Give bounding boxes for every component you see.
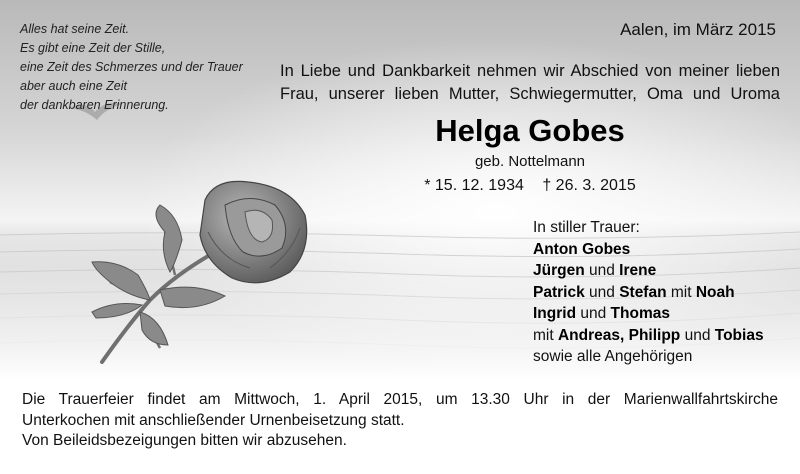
- poem-line: Es gibt eine Zeit der Stille,: [20, 41, 166, 55]
- mourners-heading: In stiller Trauer:: [533, 219, 640, 236]
- service-line-2: Unterkochen mit anschließender Urnenbeisetzung statt.: [22, 411, 405, 429]
- mourner-line: [533, 325, 793, 347]
- life-dates: [280, 177, 780, 195]
- service-line-3: Von Beileidsbezeigungen bitten wir abzusehen.: [22, 432, 347, 449]
- poem-line: der dankbaren Erinnerung.: [20, 98, 169, 112]
- mourners-list: [533, 217, 793, 368]
- deceased-name: Helga Gobes: [435, 113, 625, 148]
- connector: und: [680, 326, 715, 344]
- connector: mit: [533, 326, 558, 344]
- mourner-name: Jürgen: [533, 262, 585, 279]
- mourner-name: Noah: [695, 283, 735, 301]
- service-info: [22, 390, 778, 452]
- mourner-line: [533, 282, 793, 304]
- poem-line: eine Zeit des Schmerzes und der Trauer: [20, 60, 243, 74]
- poem: [20, 20, 250, 115]
- mourner-line: [533, 260, 793, 282]
- mourner-name: Stefan: [619, 283, 667, 301]
- poem-line: Alles hat seine Zeit.: [20, 22, 130, 36]
- place-date: Aalen, im März 2015: [620, 20, 776, 39]
- mourner-name: Anton Gobes: [533, 240, 631, 258]
- death-date: † 26. 3. 2015: [542, 177, 636, 194]
- mourner-name: Ingrid: [533, 305, 577, 322]
- connector: und: [584, 283, 620, 301]
- intro-text: [280, 60, 780, 106]
- birth-date: * 15. 12. 1934: [424, 177, 524, 194]
- connector: und: [576, 305, 611, 322]
- mourner-name: Patrick: [533, 283, 585, 301]
- mourner-line: [533, 303, 793, 325]
- mourner-name: Andreas, Philipp: [557, 326, 681, 344]
- connector: mit: [666, 283, 696, 301]
- intro-line-2: Frau, unserer lieben Mutter, Schwiegermutter, Oma und Uroma: [280, 85, 780, 103]
- connector: und: [584, 262, 620, 279]
- poem-line: aber auch eine Zeit: [20, 79, 128, 93]
- mourner-name: Thomas: [610, 305, 670, 322]
- mourner-line: sowie alle Angehörigen: [533, 348, 693, 365]
- mourner-line: [533, 239, 793, 261]
- maiden-name: geb. Nottelmann: [474, 153, 586, 170]
- intro-line-1: In Liebe und Dankbarkeit nehmen wir Abschied von meiner lieben: [280, 62, 780, 80]
- mourner-name: Tobias: [714, 326, 764, 344]
- mourner-name: Irene: [619, 262, 657, 279]
- service-line-1: Die Trauerfeier findet am Mittwoch, 1. April 2015, um 13.30 Uhr in der Marienwallfahrtskirche: [22, 391, 778, 408]
